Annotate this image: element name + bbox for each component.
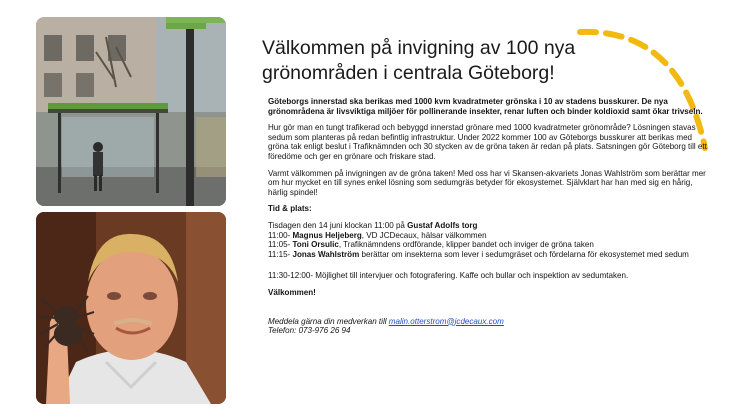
man-with-spider-photo	[36, 212, 226, 404]
contact-text: Meddela gärna din medverkan till	[268, 316, 389, 326]
schedule-time: 11:00-	[268, 230, 293, 240]
event-date-line	[268, 221, 708, 231]
page-title: Välkommen på invigning av 100 nya grönområden i centrala Göteborg!	[262, 37, 576, 84]
schedule-text: berättar om insekterna som lever i sedumgräset och fördelarna för ekosystemet med sedum	[359, 249, 689, 259]
schedule-end: 11:30-12:00- Möjlighet till intervjuer och fotografering. Kaffe och bullar och inspektion av sedumtaken.	[268, 271, 629, 281]
speaker-name: Magnus Heljeberg	[292, 230, 362, 240]
schedule-text: , VD JCDecaux, hälsar välkommen	[361, 230, 487, 240]
invitation-body	[268, 97, 708, 336]
speaker-name: Toni Orsulic	[292, 240, 339, 250]
lead-paragraph: Göteborgs innerstad ska berikas med 1000 kvm kvadratmeter grönska i 10 av stadens busskurer. De nya grönområdena är livsviktiga miljöer för pollinerande insekter, renar luften och binder koldioxid samt ökar trivseln.	[268, 97, 703, 116]
schedule-time: 11:15-	[268, 249, 293, 259]
time-place-heading: Tid & plats:	[268, 204, 312, 214]
body-paragraph-2: Varmt välkommen på invigningen av de gröna taken! Med oss har vi Skansen-akvariets Jonas Wahlström som berättar mer om hur mycket en till synes enkel lösning som sedumgräs betyder för ekosystemet. Självklart har han med sig en hårig, härlig spindel!	[268, 168, 706, 197]
event-place: Gustaf Adolfs torg	[407, 220, 478, 230]
welcome-text: Välkommen!	[268, 287, 316, 297]
schedule-item	[268, 240, 708, 250]
contact-line	[268, 317, 708, 327]
schedule-item	[268, 250, 708, 260]
bus-shelter-photo	[36, 17, 226, 206]
body-paragraph-1: Hur gör man en tungt trafikerad och bebyggd innerstad grönare med 1000 kvadratmeter grönområde? Lösningen stavas sedum som planteras på redan befintlig infrastruktur. Under 2022 kommer 100 av Göteborgs busskurer att berikas med gröna tak enligt beslut i Trafiknämnden och 30 stycken av de gröna taken är redan på plats. Satsningen gör Göteborg till ett föredöme och ger en grönare och friskare stad.	[268, 123, 707, 161]
schedule-item	[268, 231, 708, 241]
phone-number: Telefon: 073-976 26 94	[268, 326, 351, 336]
contact-email-link[interactable]: malin.otterstrom@jcdecaux.com	[388, 316, 504, 326]
speaker-name: Jonas Wahlström	[292, 249, 360, 259]
schedule-text: , Trafiknämndens ordförande, klipper bandet och inviger de gröna taken	[338, 240, 594, 250]
event-date: Tisdagen den 14 juni klockan 11:00 på	[268, 220, 408, 230]
schedule-time: 11:05-	[268, 240, 293, 250]
